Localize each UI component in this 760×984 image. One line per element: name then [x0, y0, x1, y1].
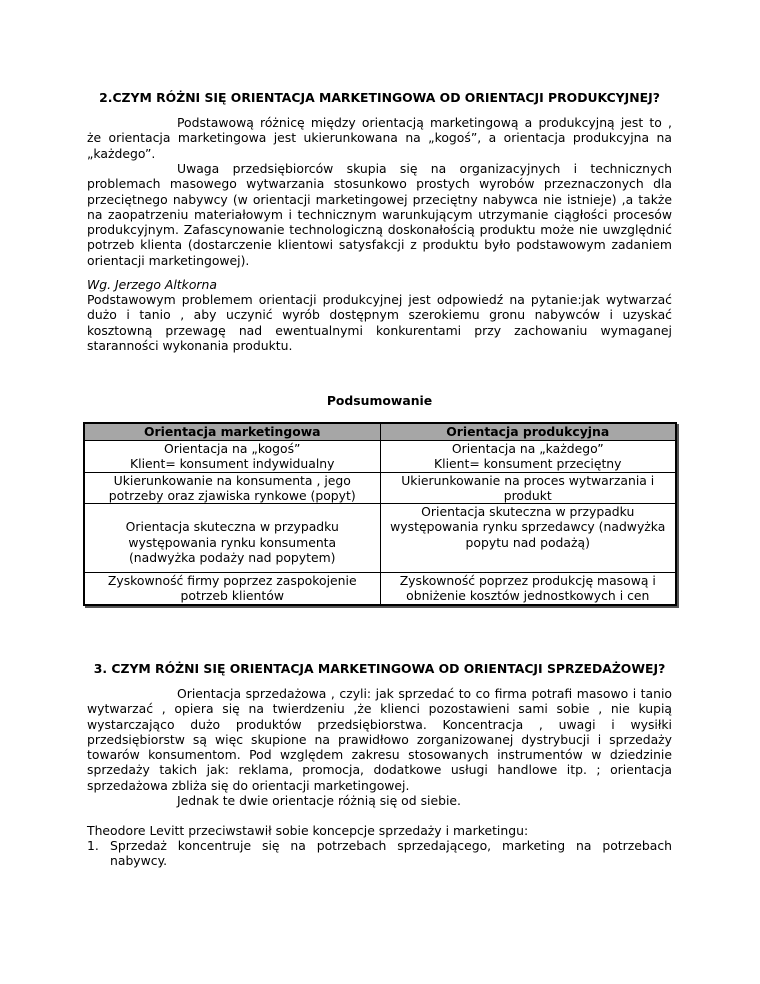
table-cell: [380, 573, 676, 605]
cell-line: Orientacja na „każdego”: [451, 441, 604, 456]
cell-line: Klient= konsument indywidualny: [130, 456, 335, 472]
table-cell: [380, 441, 676, 473]
cell-line: produkt: [503, 487, 552, 503]
summary-title: Podsumowanie: [326, 393, 433, 408]
cell-line: Orientacja skuteczna w przypadku: [125, 519, 339, 535]
text-line: wystarczająco dużo produktów przedsiębiorstwa. Koncentracja , uwagi i wysiłki: [87, 716, 672, 732]
text-line: Sprzedaż koncentruje się na potrzebach sprzedającego, marketing na potrzebach: [110, 838, 672, 853]
section-2-paragraph-3: [87, 292, 672, 353]
cell-line: Ukierunkowanie na konsumenta , jego: [113, 472, 351, 488]
list-number: 1.: [87, 838, 99, 853]
text-line: na zaopatrzeniu materiałowym i technicznym warunkującym utrzymanie ciągłości procesów: [87, 206, 672, 222]
table-header-row: [84, 423, 676, 441]
cell-line: Zyskowność firmy poprzez zaspokojenie: [107, 573, 357, 589]
cell-line: popytu nad podażą): [465, 534, 590, 550]
column-header-marketing: Orientacja marketingowa: [84, 423, 380, 441]
list-item: [87, 838, 672, 869]
text-line: wytwarzać , opiera się na twierdzeniu ,że klienci pozostawieni sami sobie , nie kupią: [87, 701, 672, 717]
table-cell: [84, 573, 380, 605]
cell-line: występowania rynku konsumenta: [128, 534, 337, 550]
text-line: kosztowną przewagę nad ewentualnymi konkurentami przy zachowaniu wymaganej: [87, 322, 672, 338]
section-3-heading: 3. CZYM RÓŻNI SIĘ ORIENTACJA MARKETINGOWA OD ORIENTACJI SPRZEDAŻOWEJ?: [93, 661, 666, 676]
text-line: potrzeb klienta (dostarczenie klientowi satysfakcji z produktu było podstawowym zadaniem: [87, 237, 672, 253]
summary-table: [83, 422, 677, 606]
text-line: Podstawową różnicę między orientacją marketingową a produkcyjną jest to ,: [177, 115, 672, 130]
table-row: [84, 472, 676, 504]
column-header-production: Orientacja produkcyjna: [380, 423, 676, 441]
section-2-paragraph-1: [87, 115, 672, 161]
text-line: przeciętnego nabywcy (w orientacji marketingowej przeciętny nabywca nie istnieje) ,a także: [87, 191, 672, 207]
text-line: sprzedażowa zbliża się do orientacji marketingowej.: [87, 777, 410, 793]
table-cell: [84, 504, 380, 573]
text-line: sprzedaży takich jak: reklama, promocja, dodatkowe usługi handlowe itp. ; orientacja: [87, 762, 672, 778]
text-line: problemach masowego wytwarzania stosunkowo prostych wyrobów przeznaczonych dla: [87, 176, 672, 192]
section-3-paragraph-2: Jednak te dwie orientacje różnią się od siebie.: [177, 793, 461, 808]
table-row: [84, 504, 676, 573]
cell-line: Orientacja na „kogoś”: [164, 441, 301, 456]
cell-line: obniżenie kosztów jednostkowych i cen: [406, 588, 650, 604]
cell-line: Ukierunkowanie na proces wytwarzania i: [401, 472, 655, 488]
table-row: [84, 441, 676, 473]
table-cell: [380, 504, 676, 573]
text-line: nabywcy.: [110, 853, 168, 869]
levitt-intro: Theodore Levitt przeciwstawił sobie koncepcje sprzedaży i marketingu:: [87, 823, 529, 838]
text-line: przedsiębiorstw są więc skupione na prawidłowo zorganizowanej dystrybucji i sprzedaży: [87, 731, 672, 747]
cell-line: Klient= konsument przeciętny: [434, 456, 622, 472]
text-line: „każdego”.: [87, 145, 156, 161]
cell-line: potrzeby oraz zjawiska rynkowe (popyt): [108, 487, 356, 503]
list-body: [110, 838, 672, 869]
author-note: Wg. Jerzego Altkorna: [87, 277, 217, 292]
text-line: że orientacja marketingowa jest ukierunkowana na „kogoś”, a orientacja produkcyjna na: [87, 130, 672, 146]
text-line: Orientacja sprzedażowa , czyli: jak sprzedać to co firma potrafi masowo i tanio: [177, 686, 672, 701]
text-line: Uwaga przedsiębiorców skupia się na organizacyjnych i technicznych: [177, 161, 672, 176]
text-line: produkcyjnym. Zafascynowanie technologiczną doskonałością produktu może nie uwzględnić: [87, 222, 672, 238]
cell-line: Zyskowność poprzez produkcję masową i: [399, 573, 656, 589]
text-line: towarów konsumentom. Pod względem zakresu stosowanych instrumentów w dziedzinie: [87, 747, 672, 763]
table-row: [84, 573, 676, 605]
text-line: staranności wykonania produktu.: [87, 337, 293, 353]
section-2-heading: 2.CZYM RÓŻNI SIĘ ORIENTACJA MARKETINGOWA OD ORIENTACJI PRODUKCYJNEJ?: [99, 90, 660, 105]
text-line: dużo i tanio , aby uczynić wyrób dostępnym szerokiemu gronu nabywców i uzyskać: [87, 307, 672, 323]
table-cell: [84, 472, 380, 504]
cell-line: (nadwyżka podaży nad popytem): [128, 549, 336, 565]
section-2-paragraph-2: [87, 161, 672, 268]
cell-line: występowania rynku sprzedawcy (nadwyżka: [390, 519, 666, 535]
table-cell: [84, 441, 380, 473]
table-cell: [380, 472, 676, 504]
text-line: orientacji marketingowej).: [87, 252, 250, 268]
cell-line: Orientacja skuteczna w przypadku: [421, 504, 635, 520]
cell-line: potrzeb klientów: [180, 588, 284, 604]
text-line: Podstawowym problemem orientacji produkcyjnej jest odpowiedź na pytanie:jak wytwarzać: [87, 292, 672, 307]
section-3-paragraph-1: [87, 686, 672, 793]
